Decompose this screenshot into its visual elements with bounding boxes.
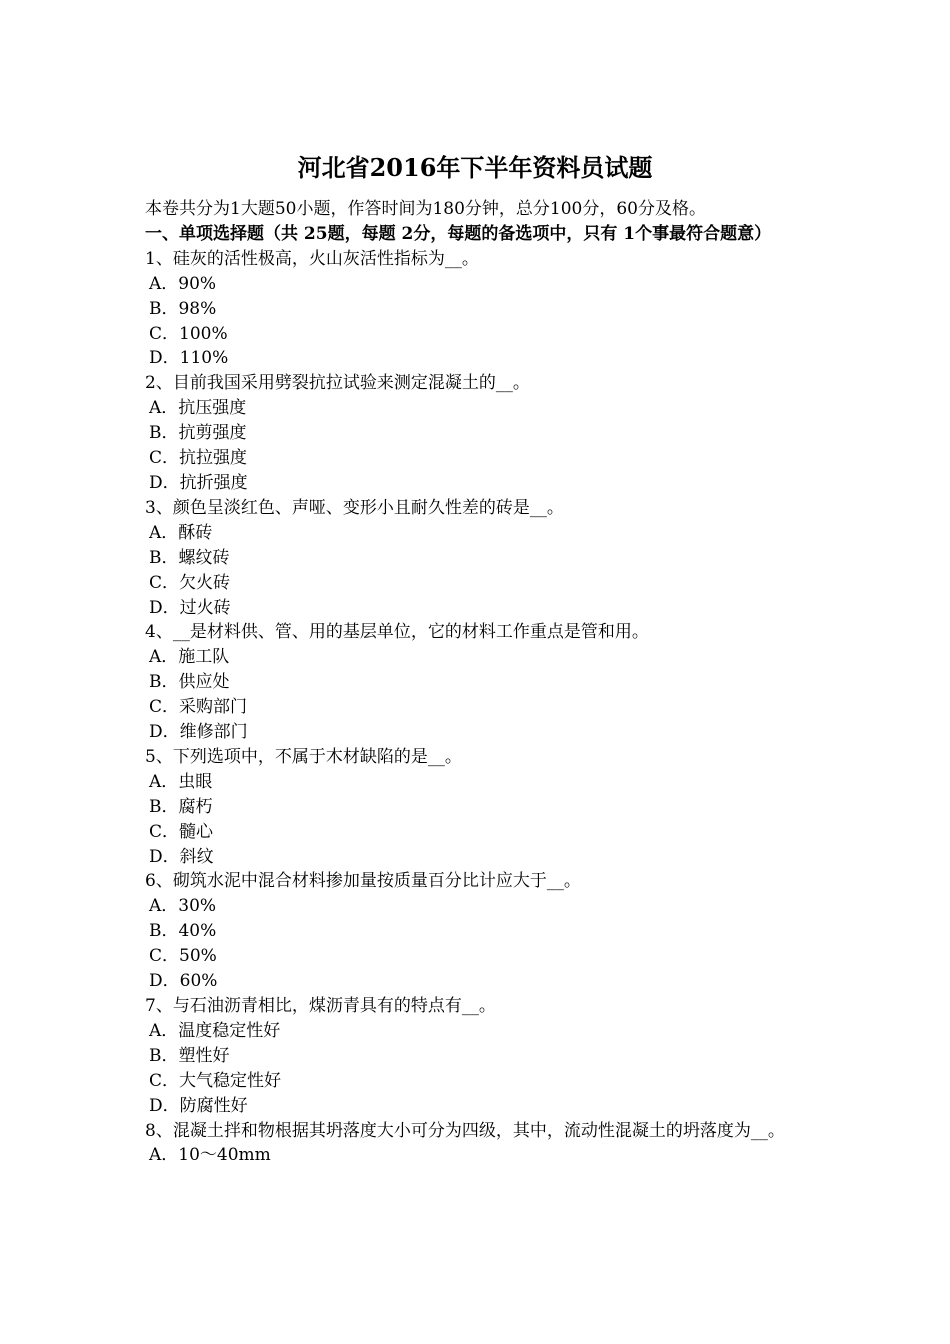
- option-a: A．90%: [149, 273, 217, 294]
- option-a: A．虫眼: [149, 771, 213, 792]
- option-b: B．98%: [149, 298, 217, 319]
- option-a: A．温度稳定性好: [149, 1020, 281, 1041]
- option-b: B．供应处: [149, 672, 230, 693]
- option-d: D．维修部门: [149, 722, 248, 743]
- option-b: B．螺纹砖: [149, 547, 230, 568]
- question-block: [145, 994, 810, 1119]
- question-block: [145, 745, 810, 870]
- page-title: 河北省2016年下半年资料员试题: [297, 153, 653, 182]
- question-stem: 4、__是材料供、管、用的基层单位，它的材料工作重点是管和用。: [145, 622, 649, 643]
- option-b: B．塑性好: [149, 1045, 230, 1066]
- question-block: [145, 247, 810, 372]
- option-c: C．100%: [149, 323, 228, 344]
- document-body: [145, 197, 810, 1168]
- option-a: A．30%: [149, 896, 217, 917]
- option-c: C．大气稳定性好: [149, 1070, 282, 1091]
- question-stem: 5、下列选项中，不属于木材缺陷的是__。: [145, 746, 462, 767]
- option-b: B．腐朽: [149, 796, 213, 817]
- option-a: A．施工队: [149, 647, 230, 668]
- option-d: D．110%: [149, 348, 229, 369]
- option-d: D．防腐性好: [149, 1095, 248, 1116]
- option-c: C．髓心: [149, 821, 214, 842]
- question-stem: 1、硅灰的活性极高，火山灰活性指标为__。: [145, 248, 479, 269]
- question-stem: 2、目前我国采用劈裂抗拉试验来测定混凝土的__。: [145, 373, 530, 394]
- question-stem: 8、混凝土拌和物根据其坍落度大小可分为四级，其中，流动性混凝土的坍落度为__。: [145, 1120, 785, 1141]
- question-block: [145, 869, 810, 994]
- option-d: D．60%: [149, 971, 218, 992]
- question-block: [145, 1119, 810, 1169]
- option-d: D．斜纹: [149, 846, 214, 867]
- option-b: B．40%: [149, 921, 217, 942]
- question-stem: 6、砌筑水泥中混合材料掺加量按质量百分比计应大于__。: [145, 871, 581, 892]
- option-c: C．采购部门: [149, 697, 248, 718]
- option-b: B．抗剪强度: [149, 423, 247, 444]
- option-c: C．抗拉强度: [149, 448, 248, 469]
- section-heading: 一、单项选择题（共 25题，每题 2分，每题的备选项中，只有 1个事最符合题意）: [145, 223, 772, 244]
- option-a: A．10～40mm: [149, 1145, 271, 1166]
- option-d: D．抗折强度: [149, 472, 248, 493]
- question-block: [145, 371, 810, 496]
- option-c: C．50%: [149, 946, 217, 967]
- question-stem: 3、颜色呈淡红色、声哑、变形小且耐久性差的砖是__。: [145, 497, 564, 518]
- option-a: A．抗压强度: [149, 398, 247, 419]
- option-a: A．酥砖: [149, 522, 213, 543]
- question-block: [145, 620, 810, 745]
- question-block: [145, 496, 810, 621]
- question-stem: 7、与石油沥青相比，煤沥青具有的特点有__。: [145, 996, 496, 1016]
- option-c: C．欠火砖: [149, 572, 231, 593]
- intro-text: 本卷共分为1大题50小题，作答时间为180分钟，总分100分，60分及格。: [145, 199, 706, 219]
- option-d: D．过火砖: [149, 597, 231, 618]
